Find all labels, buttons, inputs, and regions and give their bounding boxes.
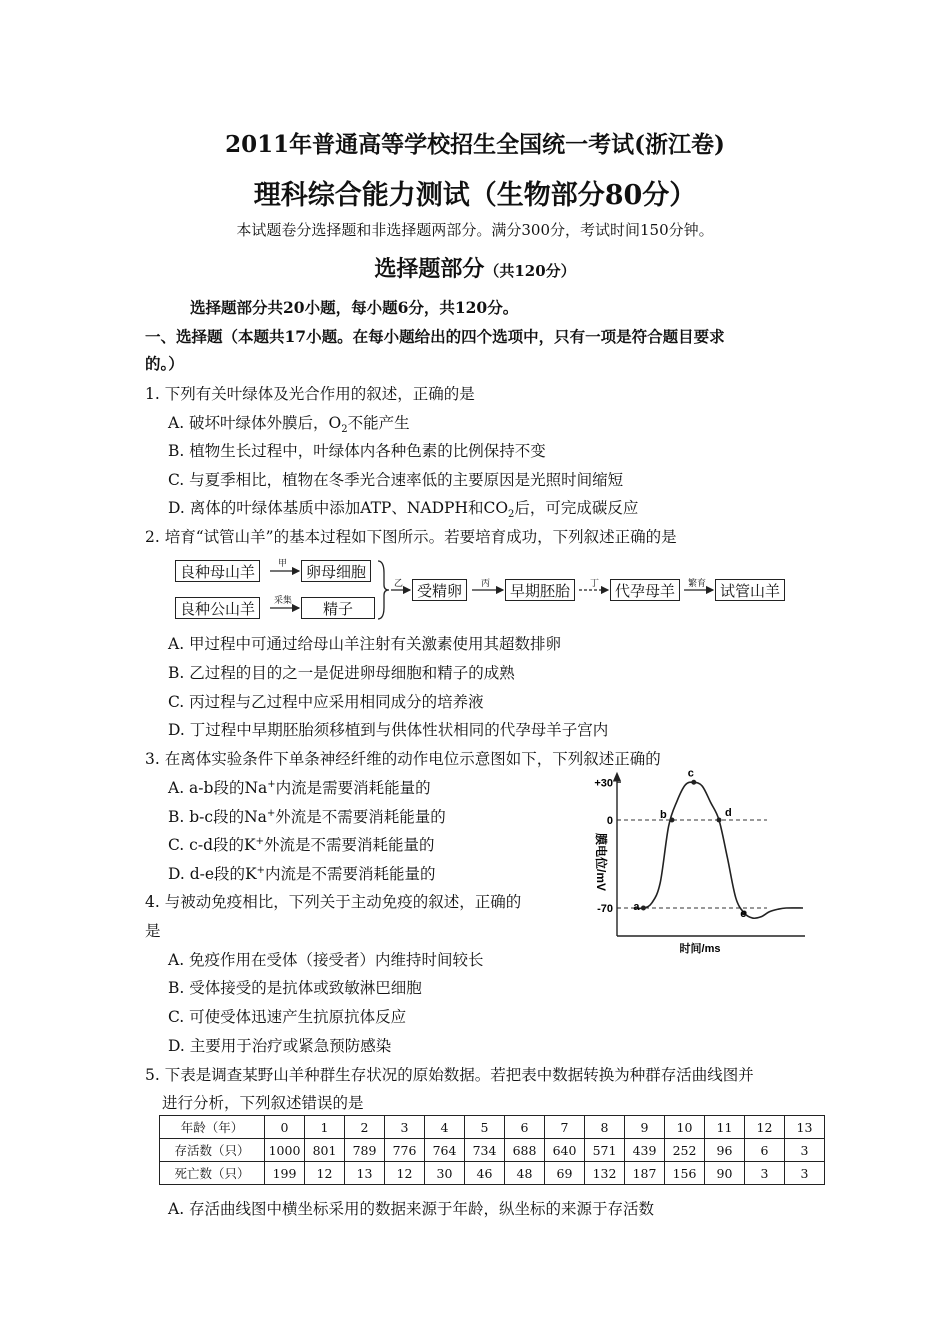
ivf-flow-diagram	[175, 557, 795, 623]
table-cell: 10	[665, 1116, 705, 1139]
point-label-b: b	[659, 809, 667, 821]
section-heading	[0, 252, 950, 283]
q3-b-pre: B. b-c段的Na	[168, 808, 267, 826]
q3-c-sup: +	[255, 835, 264, 847]
row-header: 死亡数（只）	[160, 1162, 265, 1185]
q3-stem: 3. 在离体实验条件下单条神经纤维的动作电位示意图如下，下列叙述正确的	[145, 750, 661, 768]
point-label-c: c	[687, 770, 694, 780]
q3-c-pre: C. c-d段的K	[168, 836, 256, 854]
row-header: 年龄（年）	[160, 1116, 265, 1139]
y-tick-label: +30	[594, 777, 613, 790]
table-cell: 640	[545, 1139, 585, 1162]
table-cell: 156	[665, 1162, 705, 1185]
table-cell: 12	[385, 1162, 425, 1185]
q5-option-a: A. 存活曲线图中横坐标采用的数据来源于年龄，纵坐标的来源于存活数	[168, 1200, 655, 1218]
q1-a-sub: 2	[341, 424, 348, 436]
q1-option-c: C. 与夏季相比，植物在冬季光合速率低的主要原因是光照时间缩短	[168, 471, 624, 489]
point-label-a: a	[633, 901, 640, 913]
q3-d-pre: D. d-e段的K	[168, 865, 257, 883]
section-title: 选择题部分	[374, 256, 485, 282]
q2-option-d: D. 丁过程中早期胚胎须移植到与供体性状相同的代孕母羊子宫内	[168, 721, 609, 739]
table-cell: 199	[265, 1162, 305, 1185]
label-ding: 丁	[590, 579, 600, 589]
box-fertilized-egg: 受精卵	[412, 579, 467, 601]
q4-option-b: B. 受体接受的是抗体或致敏淋巴细胞	[168, 979, 422, 997]
q4-option-c: C. 可使受体迅速产生抗原抗体反应	[168, 1008, 407, 1026]
section-score: （共120分）	[484, 262, 576, 280]
table-cell: 187	[625, 1162, 665, 1185]
table-cell: 734	[465, 1139, 505, 1162]
table-cell: 48	[505, 1162, 545, 1185]
table-cell: 439	[625, 1139, 665, 1162]
q2-option-b: B. 乙过程的目的之一是促进卵母细胞和精子的成熟	[168, 664, 515, 682]
q3-a-pre: A. a-b段的Na	[168, 779, 268, 797]
flow-arrows	[175, 557, 795, 623]
q4-option-a: A. 免疫作用在受体（接受者）内维持时间较长	[168, 951, 484, 969]
label-yi: 乙	[394, 579, 404, 589]
exam-subtitle: 理科综合能力测试（生物部分80分）	[253, 180, 697, 211]
label-fanyu: 繁育	[688, 579, 707, 589]
q5-stem-line2: 进行分析，下列叙述错误的是	[162, 1094, 364, 1112]
label-jia: 甲	[278, 559, 288, 569]
q5-stem-line1: 5. 下表是调查某野山羊种群生存状况的原始数据。若把表中数据转换为种群存活曲线图并	[145, 1066, 754, 1084]
q1-a-post: 不能产生	[347, 414, 410, 432]
x-axis-label: 时间/ms	[679, 943, 721, 955]
table-cell: 2	[345, 1116, 385, 1139]
box-egg-cell: 卵母细胞	[301, 560, 371, 582]
table-cell: 13	[785, 1116, 825, 1139]
box-test-tube-goat: 试管山羊	[715, 579, 785, 601]
table-cell: 4	[425, 1116, 465, 1139]
table-cell: 3	[385, 1116, 425, 1139]
exam-intro: 本试题卷分选择题和非选择题两部分。满分300分，考试时间150分钟。	[236, 221, 714, 239]
q1-stem: 1. 下列有关叶绿体及光合作用的叙述，正确的是	[145, 385, 475, 403]
label-bing: 丙	[481, 579, 491, 589]
table-cell: 5	[465, 1116, 505, 1139]
table-cell: 789	[345, 1139, 385, 1162]
q3-b-post: 外流是不需要消耗能量的	[275, 808, 446, 826]
table-cell: 3	[745, 1162, 785, 1185]
table-cell: 9	[625, 1116, 665, 1139]
table-cell: 252	[665, 1139, 705, 1162]
table-cell: 776	[385, 1139, 425, 1162]
q1-option-d	[168, 496, 638, 520]
q4-stem-line2: 是	[145, 922, 161, 940]
point-c	[691, 780, 696, 785]
table-cell: 11	[705, 1116, 745, 1139]
point-b	[669, 818, 674, 823]
q1-a-pre: A. 破坏叶绿体外膜后，O	[168, 414, 342, 432]
q3-b-sup: +	[266, 807, 276, 819]
table-cell: 6	[505, 1116, 545, 1139]
q3-option-b	[168, 805, 446, 827]
table-cell: 13	[345, 1162, 385, 1185]
table-cell: 96	[705, 1139, 745, 1162]
q2-stem: 2. 培育“试管山羊”的基本过程如下图所示。若要培育成功，下列叙述正确的是	[145, 528, 677, 546]
q3-d-sup: +	[256, 864, 266, 876]
table-cell: 3	[785, 1162, 825, 1185]
q2-option-a: A. 甲过程中可通过给母山羊注射有关激素使用其超数排卵	[168, 635, 562, 653]
table-cell: 46	[465, 1162, 505, 1185]
q4-stem-line1: 4. 与被动免疫相比，下列关于主动免疫的叙述，正确的	[145, 893, 522, 911]
table-cell: 801	[305, 1139, 345, 1162]
label-caiji: 采集	[274, 596, 293, 606]
table-cell: 1	[305, 1116, 345, 1139]
row-header: 存活数（只）	[160, 1139, 265, 1162]
box-male-goat: 良种公山羊	[175, 597, 260, 619]
y-axis-label: 膜电位/mV	[594, 832, 608, 892]
survival-table	[159, 1115, 825, 1185]
action-potential-chart	[575, 770, 815, 960]
table-cell: 12	[745, 1116, 785, 1139]
section-note: 选择题部分共20小题，每小题6分，共120分。	[190, 298, 519, 317]
q3-d-post: 内流是不需要消耗能量的	[265, 865, 436, 883]
table-cell: 688	[505, 1139, 545, 1162]
q3-c-post: 外流是不需要消耗能量的	[263, 836, 435, 854]
table-cell: 7	[545, 1116, 585, 1139]
q3-a-post: 内流是需要消耗能量的	[275, 779, 431, 797]
box-surrogate: 代孕母羊	[610, 579, 680, 601]
q3-option-d	[168, 862, 436, 884]
q3-option-c	[168, 833, 435, 855]
box-early-embryo: 早期胚胎	[505, 579, 575, 601]
table-cell: 0	[265, 1116, 305, 1139]
table-cell: 12	[305, 1162, 345, 1185]
table-cell: 1000	[265, 1139, 305, 1162]
point-d	[717, 818, 722, 823]
table-row	[160, 1116, 825, 1139]
table-cell: 764	[425, 1139, 465, 1162]
box-sperm: 精子	[301, 597, 375, 619]
table-cell: 571	[585, 1139, 625, 1162]
point-a	[641, 906, 646, 911]
q2-option-c: C. 丙过程与乙过程中应采用相同成分的培养液	[168, 693, 484, 711]
q1-d-sub: 2	[508, 509, 515, 521]
q1-option-a	[168, 411, 410, 435]
table-cell: 8	[585, 1116, 625, 1139]
table-cell: 90	[705, 1162, 745, 1185]
part-instruction-line1: 一、选择题（本题共17小题。在每小题给出的四个选项中，只有一项是符合题目要求	[145, 327, 725, 346]
y-tick-label: 0	[606, 815, 613, 827]
part-instruction-line2: 的。）	[145, 354, 184, 373]
table-cell: 30	[425, 1162, 465, 1185]
q1-option-b: B. 植物生长过程中，叶绿体内各种色素的比例保持不变	[168, 442, 546, 460]
table-cell: 132	[585, 1162, 625, 1185]
point-label-d: d	[725, 807, 732, 819]
q1-d-pre: D. 离体的叶绿体基质中添加ATP、NADPH和CO	[168, 499, 509, 517]
table-row	[160, 1139, 825, 1162]
y-tick-label: -70	[597, 903, 613, 915]
table-cell: 6	[745, 1139, 785, 1162]
box-female-goat: 良种母山羊	[175, 560, 260, 582]
point-label-e: e	[740, 908, 747, 921]
q4-option-d: D. 主要用于治疗或紧急预防感染	[168, 1037, 392, 1055]
table-row	[160, 1162, 825, 1185]
table-cell: 3	[785, 1139, 825, 1162]
q3-a-sup: +	[267, 778, 276, 790]
q1-d-post: 后，可完成碳反应	[514, 499, 639, 517]
membrane-potential-curve	[635, 782, 803, 921]
table-cell: 69	[545, 1162, 585, 1185]
exam-title: 2011年普通高等学校招生全国统一考试(浙江卷)	[225, 131, 725, 158]
q3-option-a	[168, 776, 431, 798]
